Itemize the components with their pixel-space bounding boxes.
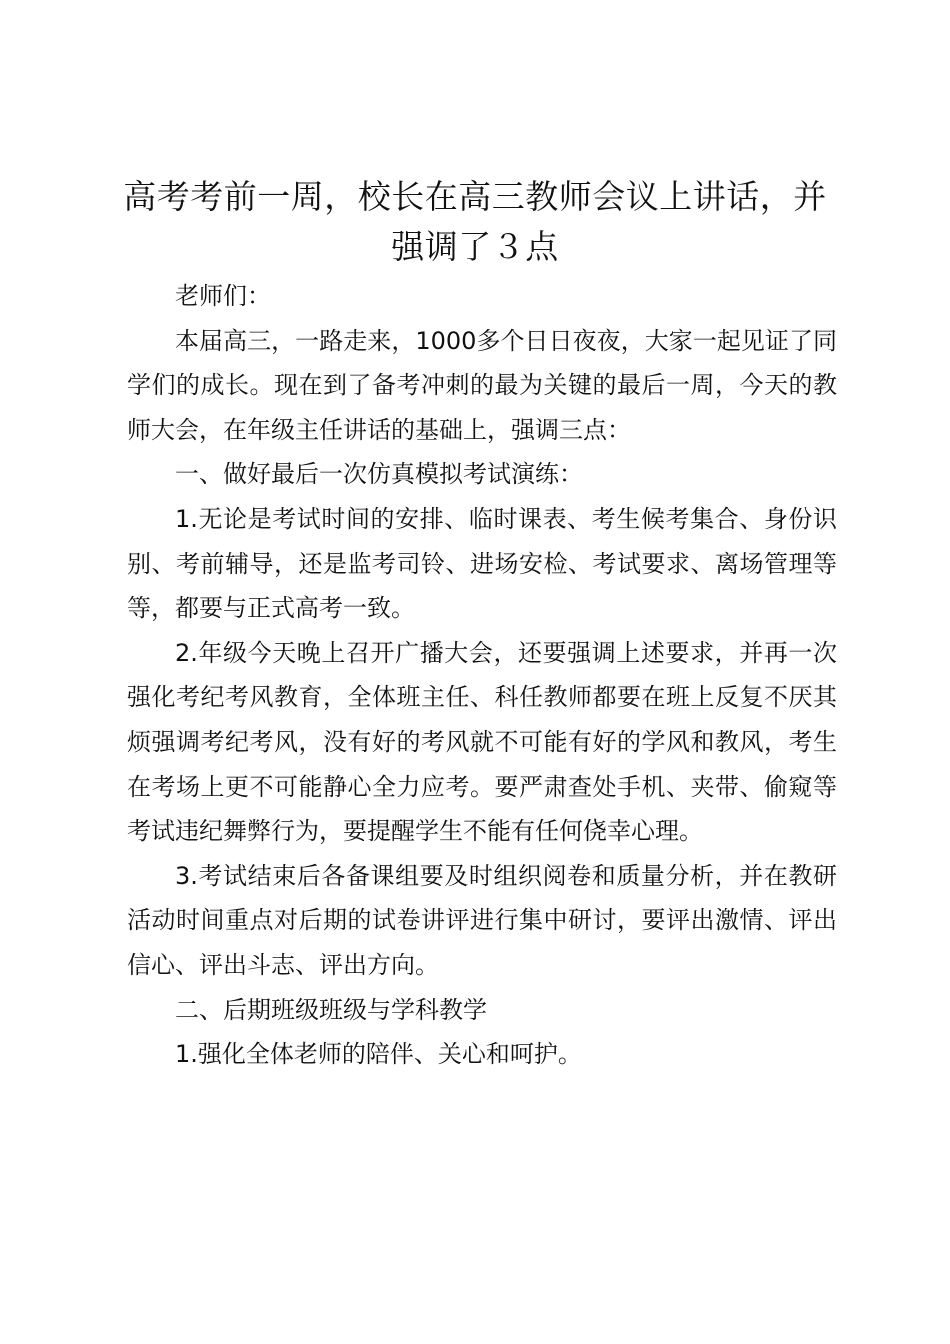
intro-paragraph: 本届高三，一路走来，1000多个日日夜夜，大家一起见证了同学们的成长。现在到了备考冲刺的最为关键的最后一周，今天的教师大会，在年级主任讲话的基础上，强调三点： [127,326,837,444]
document-title: 高考考前一周，校长在高三教师会议上讲话，并强调了３点 [123,177,827,266]
salutation-paragraph: 老师们： [175,282,271,310]
document-body [127,274,837,1077]
paragraph-item-1-3: 3.考试结束后各备课组要及时组织阅卷和质量分析，并在教研活动时间重点对后期的试卷讲评进行集中研讨，要评出激情、评出信心、评出斗志、评出方向。 [127,861,837,979]
section-heading-2: 二、后期班级班级与学科教学 [175,995,487,1024]
paragraph-item-2-1: 1.强化全体老师的陪伴、关心和呵护。 [175,1040,582,1069]
paragraph-item-1-1: 1.无论是考试时间的安排、临时课表、考生候考集合、身份识别、考前辅导，还是监考司铃、进场安检、考试要求、离场管理等等，都要与正式高考一致。 [127,504,837,623]
paragraph-item-1-2: 2.年级今天晚上召开广播大会，还要强调上述要求，并再一次强化考纪考风教育，全体班主任、科任教师都要在班上反复不厌其烦强调考纪考风，没有好的考风就不可能有好的学风和教风，考生在考场上更不可能静心全力应考。要严肃查处手机、夹带、偷窥等考试违纪舞弊行为，要提醒学生不能有任何侥幸心理。 [127,638,837,846]
section-heading-1: 一、做好最后一次仿真模拟考试演练： [175,460,583,489]
